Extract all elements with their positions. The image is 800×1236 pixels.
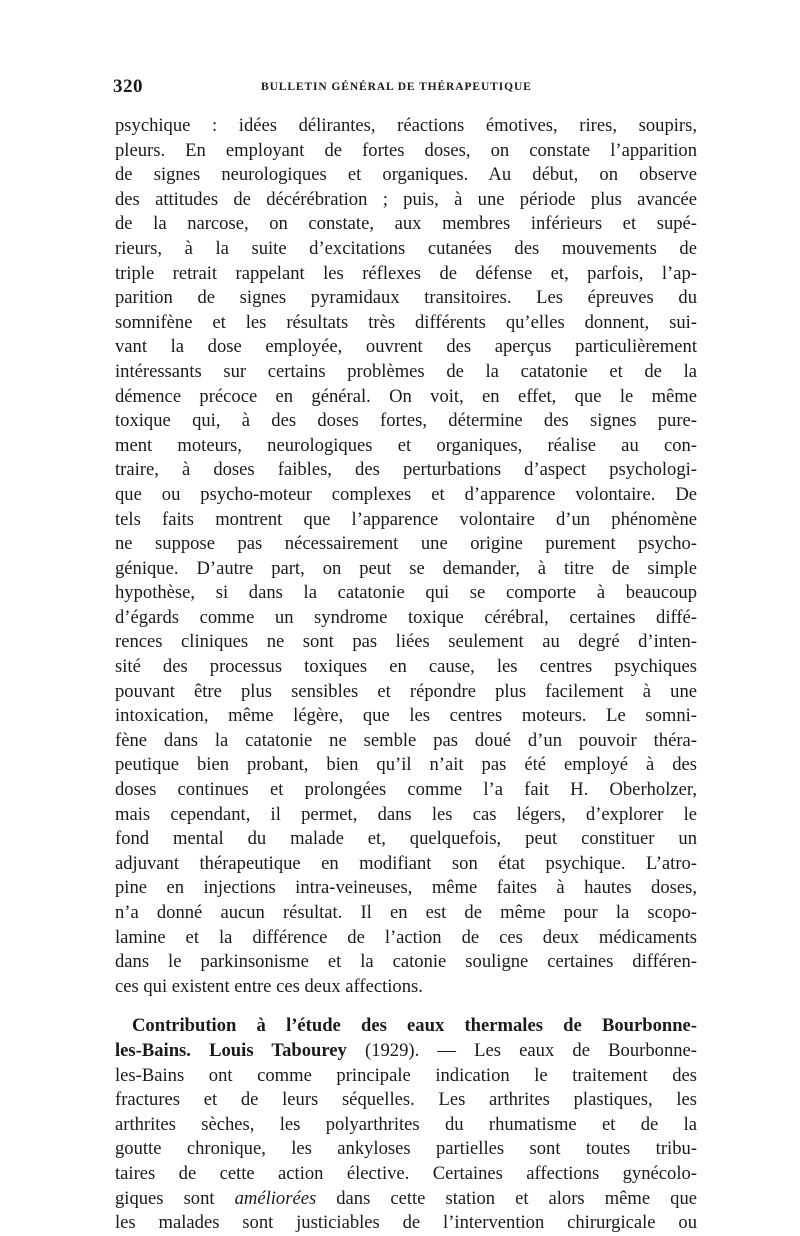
text-line: pouvant être plus sensibles et répondre plus facilement à une — [115, 680, 697, 702]
page-number: 320 — [113, 76, 143, 97]
text-line: ne suppose pas nécessairement une origine purement psycho- — [115, 533, 697, 555]
text-line: de la narcose, on constate, aux membres inférieurs et supé- — [115, 213, 697, 235]
text-line: dans le parkinsonisme et la catonie souligne certaines différen- — [115, 951, 697, 973]
text-line: que ou psycho-moteur complexes et d’apparence volontaire. De — [115, 483, 697, 505]
text-line: tels faits montrent que l’apparence volontaire d’un phénomène — [115, 508, 697, 530]
text-line: peutique bien probant, bien qu’il n’ait pas été employé à des — [115, 754, 697, 776]
text-line — [115, 1187, 697, 1212]
text-line: les malades sont justiciables de l’intervention chirurgicale ou — [115, 1212, 697, 1234]
text-line: de signes neurologiques et organiques. Au début, on observe — [115, 164, 697, 186]
text-line: doses continues et prolongées comme l’a fait H. Oberholzer, — [115, 779, 697, 801]
article-title: Contribution à l’étude des eaux thermales de Bourbonne- — [132, 1015, 697, 1037]
article-author: Louis Tabourey — [209, 1039, 347, 1061]
text-line: triple retrait rappelant les réflexes de défense et, parfois, l’ap- — [115, 262, 697, 284]
text-line: intéressants sur certains problèmes de la catatonie et de la — [115, 360, 697, 382]
text-line: n’a donné aucun résultat. Il en est de même pour la scopo- — [115, 902, 697, 923]
text-line: psychique : idées délirantes, réactions émotives, rires, soupirs, — [115, 115, 697, 136]
text-line: les-Bains ont comme principale indication le traitement des — [115, 1064, 697, 1086]
text-line: intoxication, même légère, que les centres moteurs. Le somni- — [115, 705, 697, 727]
body-text — [115, 114, 697, 1236]
text-line: fractures et de leurs séquelles. Les arthrites plastiques, les — [115, 1089, 697, 1111]
text-line: sité des processus toxiques en cause, les centres psychiques — [115, 656, 697, 678]
text-run: giques sont — [115, 1187, 235, 1209]
text-line: rences cliniques ne sont pas liées seulement au degré d’inten- — [115, 631, 697, 653]
text-line: fène dans la catatonie ne semble pas doué d’un pouvoir théra- — [115, 729, 697, 751]
text-line: pleurs. En employant de fortes doses, on constate l’apparition — [115, 139, 697, 161]
paragraph-bourbonne — [115, 1014, 697, 1235]
text-line: démence précoce en général. On voit, en effet, que le même — [115, 385, 697, 407]
text-line: traire, à doses faibles, des perturbations d’aspect psychologi- — [115, 459, 697, 481]
text-line: des attitudes de décérébration ; puis, à une période plus avancée — [115, 188, 697, 210]
text-run: dans cette station et alors même que — [316, 1187, 697, 1209]
article-year: (1929). — Les eaux de Bourbonne- — [346, 1039, 697, 1061]
text-line: vant la dose employée, ouvrent des aperçus particulièrement — [115, 336, 697, 358]
paragraph-gap — [115, 999, 697, 1014]
text-line — [115, 1039, 697, 1064]
text-line: goutte chronique, les ankyloses partielles sont toutes tribu- — [115, 1138, 697, 1160]
text-line: d’égards comme un syndrome toxique cérébral, certaines diffé- — [115, 606, 697, 628]
text-line: lamine et la différence de l’action de ces deux médicaments — [115, 926, 697, 948]
text-line: ment moteurs, neurologiques et organiques, réalise au con- — [115, 434, 697, 456]
text-line: mais cependant, il permet, dans les cas légers, d’explorer le — [115, 803, 697, 825]
text-line: adjuvant thérapeutique en modifiant son état psychique. L’atro- — [115, 852, 697, 874]
text-line: rieurs, à la suite d’excitations cutanées des mouvements de — [115, 237, 697, 259]
journal-title: BULLETIN GÉNÉRAL DE THÉRAPEUTIQUE — [261, 81, 532, 93]
text-line: arthrites sèches, les polyarthrites du rhumatisme et de la — [115, 1113, 697, 1135]
paragraph-catatonie — [115, 114, 697, 999]
article-title-end: les-Bains. — [115, 1039, 191, 1061]
text-line: ces qui existent entre ces deux affections. — [115, 975, 423, 997]
text-line: pine en injections intra-veineuses, même faites à hautes doses, — [115, 877, 697, 899]
italic-emphasis: améliorées — [234, 1187, 317, 1209]
text-line: somnifène et les résultats très différents qu’elles donnent, sui- — [115, 311, 697, 333]
text-line: hypothèse, si dans la catatonie qui se comporte à beaucoup — [115, 582, 697, 604]
text-line: toxique qui, à des doses fortes, détermine des signes pure- — [115, 410, 697, 432]
running-head — [113, 76, 683, 98]
text-line: taires de cette action élective. Certaines affections gynécolo- — [115, 1162, 697, 1184]
text-line: fond mental du malade et, quelquefois, peut constituer un — [115, 828, 697, 850]
text-line: parition de signes pyramidaux transitoires. Les épreuves du — [115, 287, 697, 309]
text-line: génique. D’autre part, on peut se demander, à titre de simple — [115, 557, 697, 579]
